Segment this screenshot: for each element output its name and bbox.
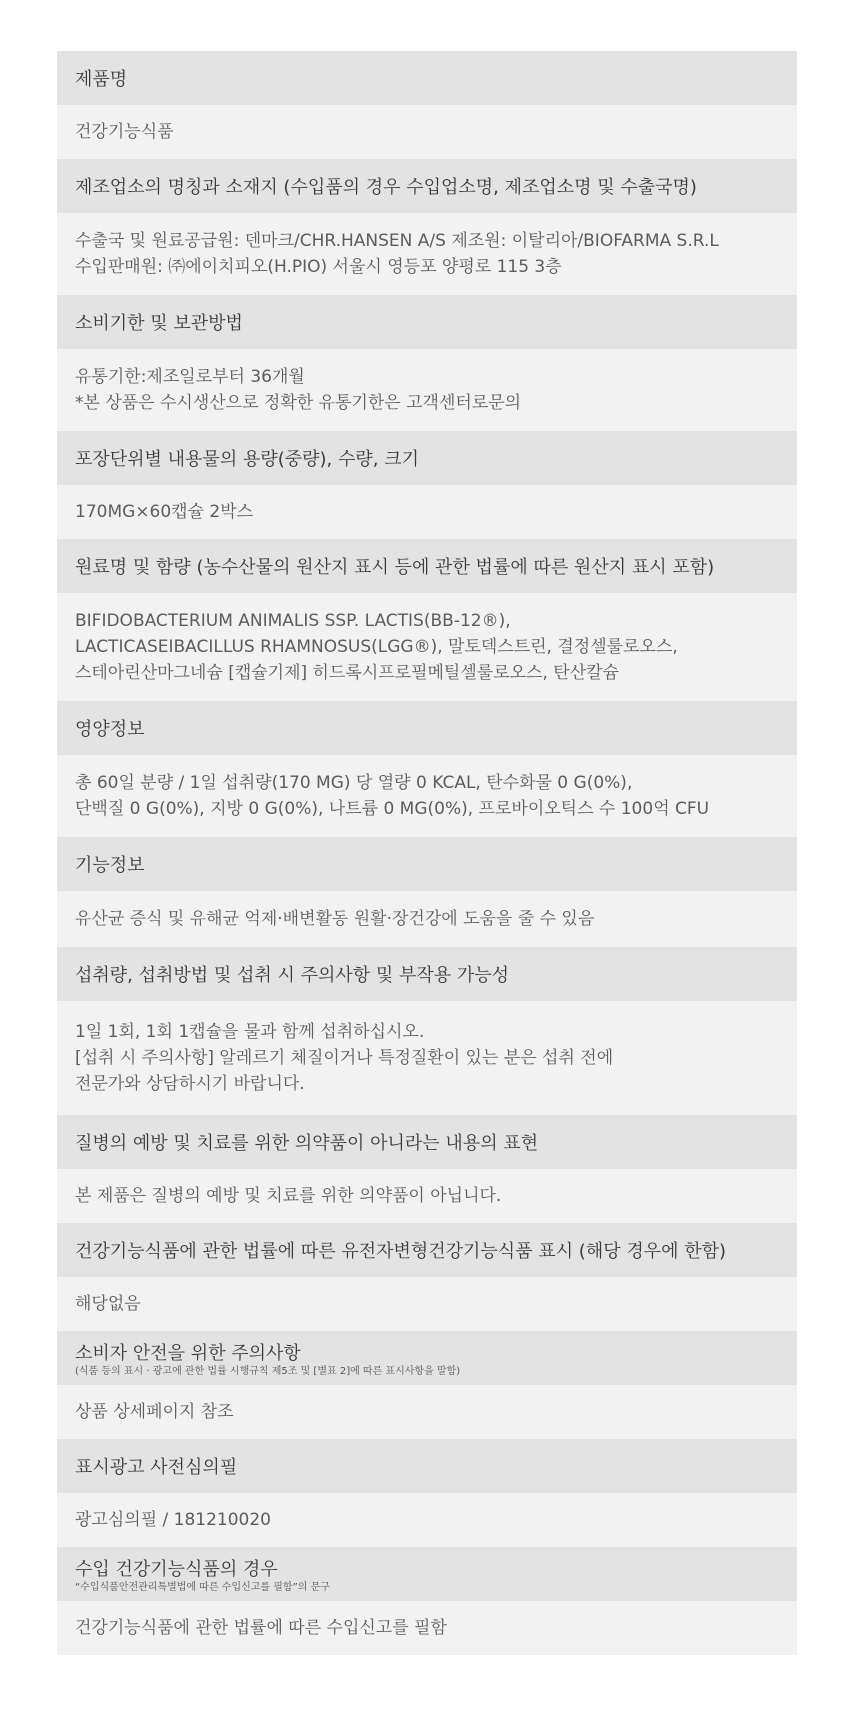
header-text: 표시광고 사전심의필 — [75, 1457, 238, 1478]
value-line: 건강기능식품 — [75, 122, 174, 142]
section-value-gmo — [57, 1277, 797, 1331]
header-text: 포장단위별 내용물의 용량(중량), 수량, 크기 — [75, 449, 419, 470]
section-value-expiry-storage — [57, 349, 797, 431]
value-line: 수입판매원: ㈜에이치피오(H.PIO) 서울시 영등포 양평로 115 3층 — [75, 257, 562, 277]
section-value-consumer-safety — [57, 1385, 797, 1439]
section-header-function — [57, 837, 797, 891]
section-value-intake-precautions — [57, 1001, 797, 1115]
section-header-manufacturer — [57, 159, 797, 213]
header-text: 영양정보 — [75, 719, 145, 740]
value-line: 스테아린산마그네슘 [캡슐기제] 히드록시프로필메틸셀룰로오스, 탄산칼슘 — [75, 663, 619, 683]
section-value-not-medicine — [57, 1169, 797, 1223]
header-text: 수입 건강기능식품의 경우 — [75, 1558, 278, 1580]
header-text: 질병의 예방 및 치료를 위한 의약품이 아니라는 내용의 표현 — [75, 1133, 539, 1154]
value-line: 유산균 증식 및 유해균 억제·배변활동 원활·장건강에 도움을 줄 수 있음 — [75, 909, 595, 929]
header-text: 원료명 및 함량 (농수산물의 원산지 표시 등에 관한 법률에 따른 원산지 표시 포함) — [75, 557, 715, 578]
section-header-package-volume — [57, 431, 797, 485]
section-header-ad-review — [57, 1439, 797, 1493]
section-header-expiry-storage — [57, 295, 797, 349]
value-line: 광고심의필 / 181210020 — [75, 1510, 271, 1530]
value-line: 본 제품은 질병의 예방 및 치료를 위한 의약품이 아닙니다. — [75, 1186, 502, 1206]
section-header-ingredients — [57, 539, 797, 593]
value-line: 1일 1회, 1회 1캡슐을 물과 함께 섭취하십시오. — [75, 1022, 425, 1042]
section-value-function — [57, 891, 797, 947]
value-line: 해당없음 — [75, 1294, 141, 1314]
value-line: *본 상품은 수시생산으로 정확한 유통기한은 고객센터로문의 — [75, 393, 522, 413]
section-header-import — [57, 1547, 797, 1601]
header-subtext: (식품 등의 표시 · 광고에 관한 법률 시행규칙 제5조 및 [별표 2]에 따른 표시사항을 말함) — [75, 1365, 461, 1377]
section-header-nutrition — [57, 701, 797, 755]
section-value-manufacturer — [57, 213, 797, 295]
section-header-gmo — [57, 1223, 797, 1277]
value-line: [섭취 시 주의사항] 알레르기 체질이거나 특정질환이 있는 분은 섭취 전에 — [75, 1048, 614, 1068]
section-header-intake-precautions — [57, 947, 797, 1001]
value-line: 170MG×60캡슐 2박스 — [75, 502, 254, 522]
value-line: 유통기한:제조일로부터 36개월 — [75, 367, 305, 387]
section-header-consumer-safety — [57, 1331, 797, 1385]
section-header-not-medicine — [57, 1115, 797, 1169]
header-text: 제품명 — [75, 69, 128, 90]
header-text: 소비자 안전을 위한 주의사항 — [75, 1342, 301, 1364]
section-value-ingredients — [57, 593, 797, 701]
value-line: LACTICASEIBACILLUS RHAMNOSUS(LGG®), 말토덱스트린, 결정셀룰로오스, — [75, 637, 678, 657]
section-value-ad-review — [57, 1493, 797, 1547]
value-line: BIFIDOBACTERIUM ANIMALIS SSP. LACTIS(BB-12®), — [75, 611, 511, 631]
value-line: 건강기능식품에 관한 법률에 따른 수입신고를 필함 — [75, 1618, 447, 1638]
value-line: 단백질 0 G(0%), 지방 0 G(0%), 나트륨 0 MG(0%), 프로바이오틱스 수 100억 CFU — [75, 799, 710, 819]
value-line: 총 60일 분량 / 1일 섭취량(170 MG) 당 열량 0 KCAL, 탄수화물 0 G(0%), — [75, 773, 633, 793]
section-value-import — [57, 1601, 797, 1655]
value-line: 상품 상세페이지 참조 — [75, 1402, 234, 1422]
header-text: 건강기능식품에 관한 법률에 따른 유전자변형건강기능식품 표시 (해당 경우에 한함) — [75, 1241, 727, 1262]
section-value-product-name — [57, 105, 797, 159]
header-text: 기능정보 — [75, 855, 145, 876]
value-line: 전문가와 상담하시기 바랍니다. — [75, 1074, 305, 1094]
header-text: 제조업소의 명칭과 소재지 (수입품의 경우 수입업소명, 제조업소명 및 수출국명) — [75, 177, 697, 198]
product-info-table — [57, 51, 797, 1655]
value-line: 수출국 및 원료공급원: 덴마크/CHR.HANSEN A/S 제조원: 이탈리아/BIOFARMA S.R.L — [75, 231, 719, 251]
header-subtext: “수입식품안전관리특별법에 따른 수입신고를 필함”의 문구 — [75, 1581, 330, 1593]
section-value-package-volume — [57, 485, 797, 539]
header-text: 소비기한 및 보관방법 — [75, 313, 243, 334]
header-text: 섭취량, 섭취방법 및 섭취 시 주의사항 및 부작용 가능성 — [75, 965, 510, 986]
section-header-product-name — [57, 51, 797, 105]
section-value-nutrition — [57, 755, 797, 837]
